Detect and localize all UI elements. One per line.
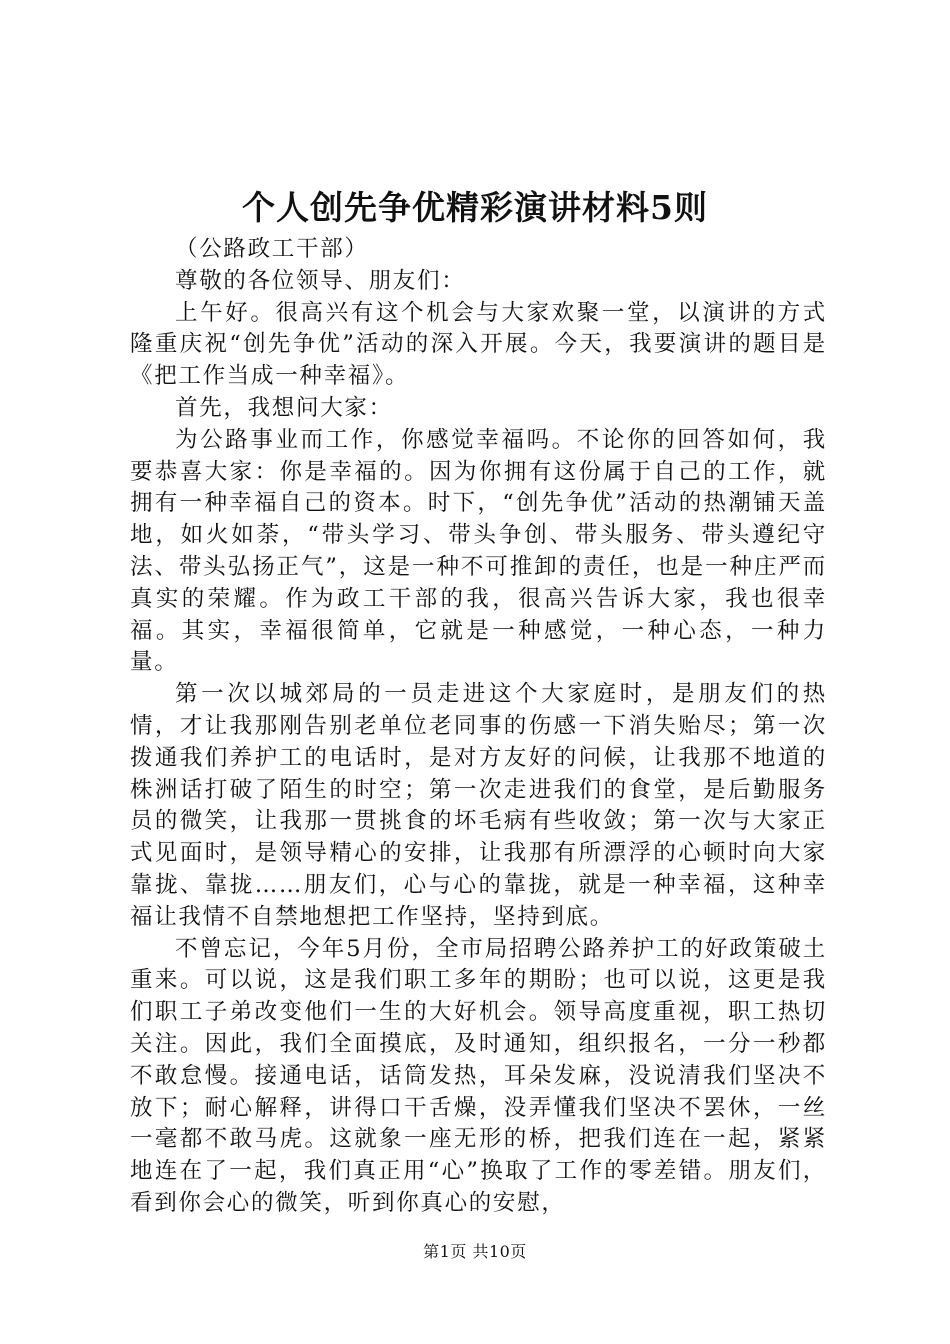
paragraph: 首先，我想问大家： xyxy=(175,394,393,421)
paragraph: 上午好。很高兴有这个机会与大家欢聚一堂，以演讲的方式隆重庆祝“创先争优”活动的深入开展。今天，我要演讲的题目是《把工作当成一种幸福》。 xyxy=(130,299,827,390)
page-footer: 第1页 共10页 xyxy=(423,1242,527,1261)
document-title: 个人创先争优精彩演讲材料5则 xyxy=(242,188,708,227)
paragraph: 为公路事业而工作，你感觉幸福吗。不论你的回答如何，我要恭喜大家：你是幸福的。因为你拥有这份属于自己的工作，就拥有一种幸福自己的资本。时下，“创先争优”活动的热潮铺天盖地，如火如荼，“带头学习、带头争创、带头服务、带头遵纪守法、带头弘扬正气”，这是一种不可推卸的责任，也是一种庄严而真实的荣耀。作为政工干部的我，很高兴告诉大家，我也很幸福。其实，幸福很简单，它就是一种感觉，一种心态，一种力量。 xyxy=(130,426,827,676)
salutation: 尊敬的各位领导、朋友们： xyxy=(175,267,466,294)
document-body xyxy=(130,234,827,1220)
paragraph: 第一次以城郊局的一员走进这个大家庭时，是朋友们的热情，才让我那刚告别老单位老同事的伤感一下消失贻尽；第一次拨通我们养护工的电话时，是对方友好的问候，让我那不地道的株洲话打破了陌生的时空；第一次走进我们的食堂，是后勤服务员的微笑，让我那一贯挑食的坏毛病有些收敛；第一次与大家正式见面时，是领导精心的安排，让我那有所漂浮的心顿时向大家靠拢、靠拢……朋友们，心与心的靠拢，就是一种幸福，这种幸福让我情不自禁地想把工作坚持，坚持到底。 xyxy=(130,681,827,930)
author-note: （公路政工干部） xyxy=(175,236,369,262)
paragraph: 不曾忘记，今年5月份，全市局招聘公路养护工的好政策破土重来。可以说，这是我们职工多年的期盼；也可以说，这更是我们职工子弟改变他们一生的大好机会。领导高度重视，职工热切关注。因此，我们全面摸底，及时通知，组织报名，一分一秒都不敢怠慢。接通电话，话筒发热，耳朵发麻，没说清我们坚决不放下；耐心解释，讲得口干舌燥，没弄懂我们坚决不罢休，一丝一毫都不敢马虎。这就象一座无形的桥，把我们连在一起，紧紧地连在了一起，我们真正用“心”换取了工作的零差错。朋友们，看到你会心的微笑，听到你真心的安慰， xyxy=(130,935,827,1216)
